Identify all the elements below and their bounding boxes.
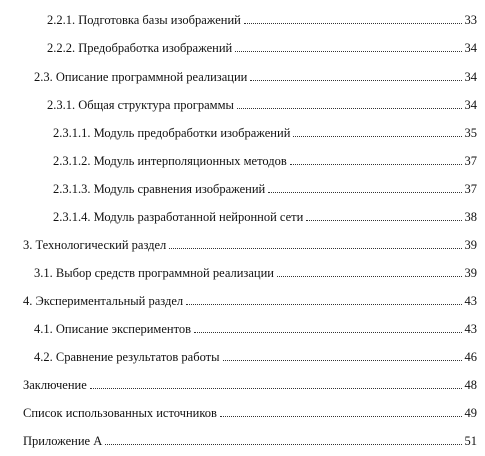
toc-entry-label: Список использованных источников: [23, 406, 217, 420]
toc-dot-leader: [250, 80, 461, 81]
toc-entry-label: 2.3. Описание программной реализации: [34, 70, 248, 84]
toc-page-number: 51: [464, 434, 477, 448]
toc-page-number: 34: [464, 70, 477, 84]
toc-entry-label: 2.2.1. Подготовка базы изображений: [47, 13, 241, 27]
toc-entry-2-3-1-3: [0, 178, 485, 196]
toc-dot-leader: [105, 444, 461, 445]
toc-entry-appendix-a: [0, 430, 485, 448]
toc-page-number: 37: [464, 154, 477, 168]
toc-entry-label: 3.1. Выбор средств программной реализации: [34, 266, 274, 280]
toc-entry-2-3-1-4: [0, 206, 485, 224]
toc-page-number: 38: [464, 210, 477, 224]
toc-entry-2-2-2: [0, 37, 485, 55]
toc-dot-leader: [220, 416, 462, 417]
toc-page-number: 39: [464, 238, 477, 252]
toc-entry-label: 2.2.2. Предобработка изображений: [47, 41, 233, 55]
toc-entry-4-2: [0, 346, 485, 364]
toc-dot-leader: [290, 164, 462, 165]
toc-entry-label: Приложение А: [23, 434, 103, 448]
toc-entry-4-1: [0, 318, 485, 336]
toc-entry-label: 2.3.1.1. Модуль предобработки изображений: [53, 126, 291, 140]
toc-entry-label: 2.3.1. Общая структура программы: [47, 98, 234, 112]
toc-entry-references: [0, 402, 485, 420]
toc-entry-label: 3. Технологический раздел: [23, 238, 167, 252]
toc-dot-leader: [293, 136, 461, 137]
toc-entry-label: 4.2. Сравнение результатов работы: [34, 350, 220, 364]
toc-page-number: 35: [464, 126, 477, 140]
toc-entry-4: [0, 290, 485, 308]
toc-entry-2-3-1-2: [0, 150, 485, 168]
toc-dot-leader: [237, 108, 462, 109]
toc-entry-conclusion: [0, 374, 485, 392]
toc-dot-leader: [268, 192, 461, 193]
toc-entry-label: 4. Экспериментальный раздел: [23, 294, 184, 308]
toc-dot-leader: [169, 248, 461, 249]
toc-page-number: 43: [464, 294, 477, 308]
toc-page-number: 39: [464, 266, 477, 280]
toc-entry-label: 2.3.1.2. Модуль интерполяционных методов: [53, 154, 287, 168]
toc-entry-2-3-1-1: [0, 122, 485, 140]
toc-dot-leader: [223, 360, 462, 361]
toc-page-number: 34: [464, 41, 477, 55]
toc-entry-label: Заключение: [23, 378, 87, 392]
toc-page-number: 37: [464, 182, 477, 196]
toc-page-number: 33: [464, 13, 477, 27]
toc-page-number: 49: [464, 406, 477, 420]
toc-dot-leader: [90, 388, 462, 389]
toc-entry-label: 2.3.1.3. Модуль сравнения изображений: [53, 182, 266, 196]
toc-entry-3-1: [0, 262, 485, 280]
toc-dot-leader: [277, 276, 462, 277]
toc-dot-leader: [235, 51, 461, 52]
toc-entry-2-2-1: [0, 9, 485, 27]
toc-entry-3: [0, 234, 485, 252]
toc-dot-leader: [194, 332, 461, 333]
toc-page-number: 43: [464, 322, 477, 336]
toc-page-number: 46: [464, 350, 477, 364]
toc-entry-2-3-1: [0, 94, 485, 112]
toc-entry-label: 2.3.1.4. Модуль разработанной нейронной сети: [53, 210, 304, 224]
toc-dot-leader: [186, 304, 461, 305]
toc-dot-leader: [244, 23, 462, 24]
toc-page-number: 34: [464, 98, 477, 112]
toc-entry-label: 4.1. Описание экспериментов: [34, 322, 192, 336]
toc-entry-2-3: [0, 66, 485, 84]
toc-page-number: 48: [464, 378, 477, 392]
toc-dot-leader: [306, 220, 461, 221]
